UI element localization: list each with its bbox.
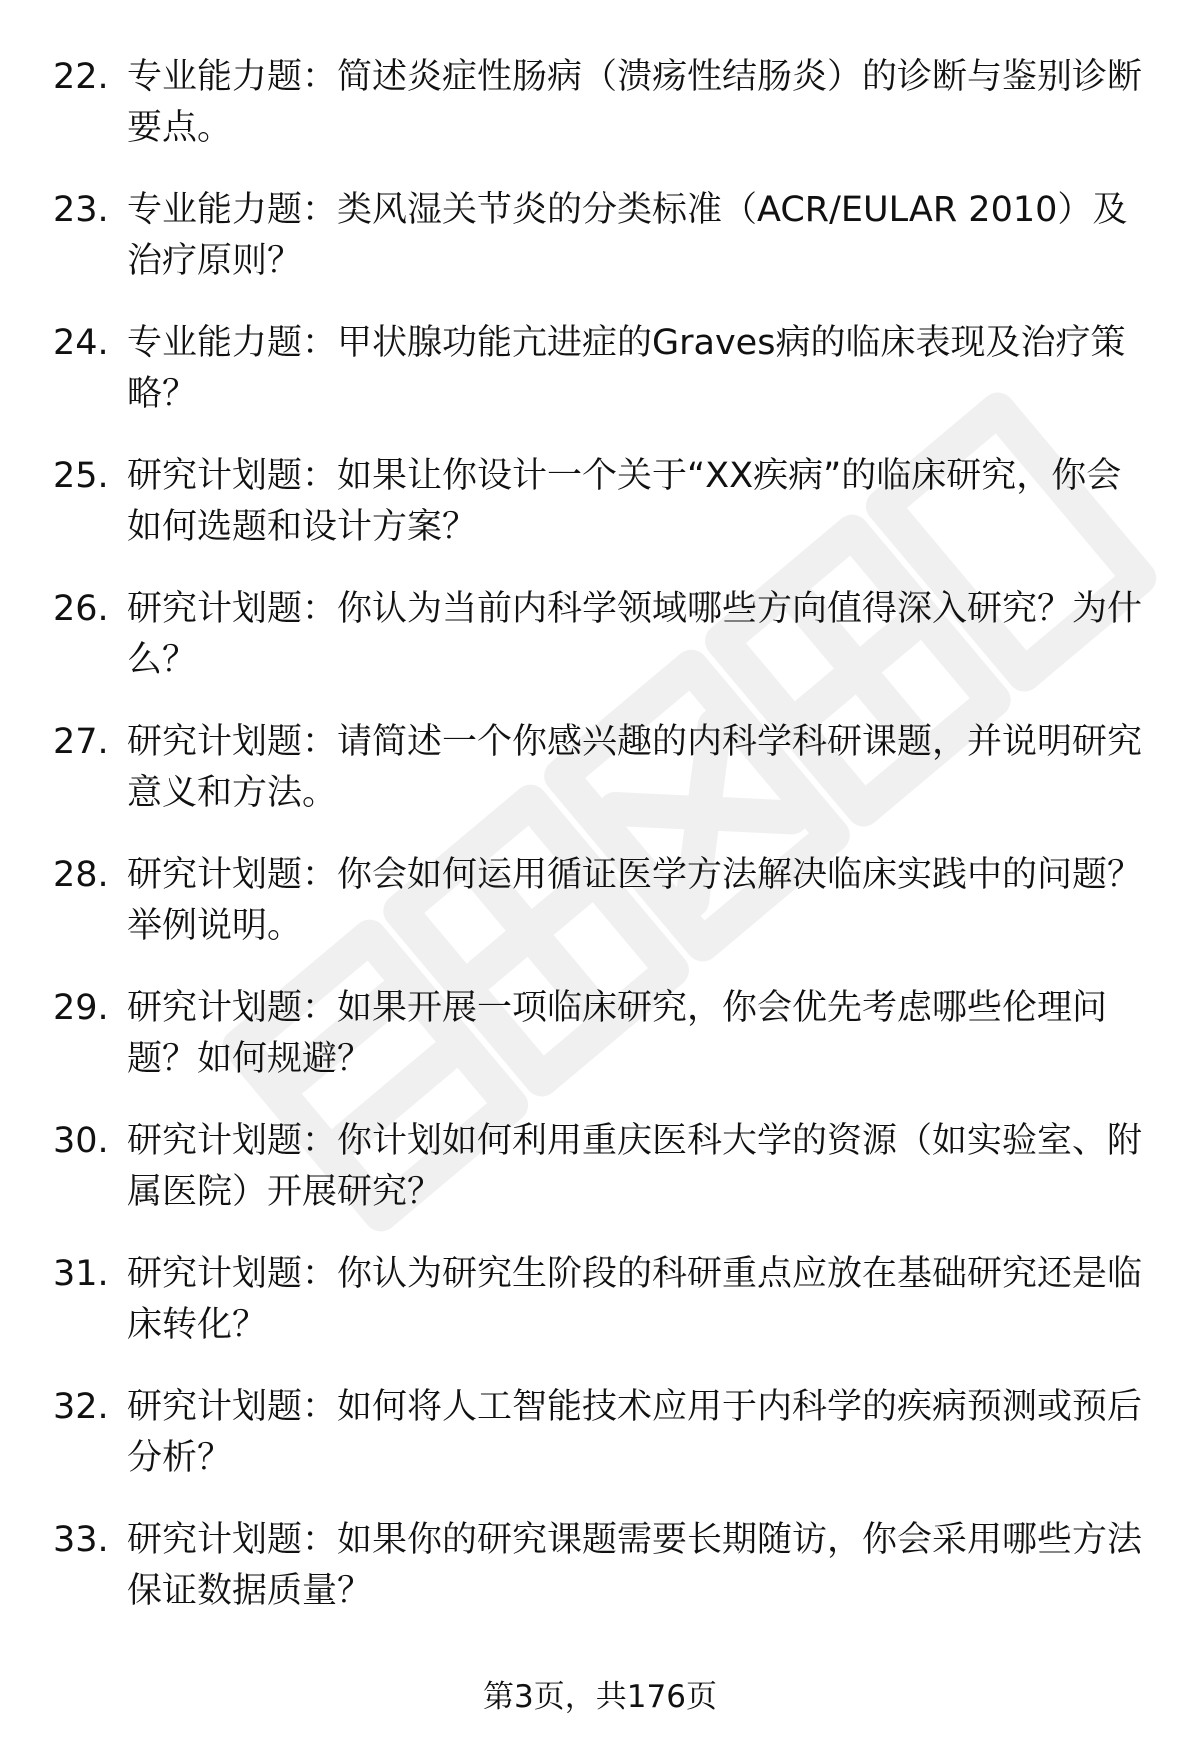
question-item bbox=[0, 1382, 1200, 1515]
question-item bbox=[0, 717, 1200, 850]
question-item bbox=[0, 850, 1200, 983]
question-number: 28. bbox=[53, 855, 109, 895]
question-text: 研究计划题：请简述一个你感兴趣的内科学科研课题，并说明研究意义和方法。 bbox=[127, 722, 1143, 813]
question-item bbox=[0, 1249, 1200, 1382]
question-list bbox=[0, 52, 1200, 1648]
question-item bbox=[0, 983, 1200, 1116]
question-text: 专业能力题：类风湿关节炎的分类标准（ACR/EULAR 2010）及治疗原则？ bbox=[127, 190, 1128, 281]
question-text: 研究计划题：如何将人工智能技术应用于内科学的疾病预测或预后分析？ bbox=[127, 1387, 1143, 1478]
question-text: 研究计划题：你认为研究生阶段的科研重点应放在基础研究还是临床转化？ bbox=[127, 1254, 1143, 1345]
page-number-label: 第3页，共176页 bbox=[483, 1679, 717, 1715]
question-number: 25. bbox=[53, 456, 109, 496]
question-text: 研究计划题：你会如何运用循证医学方法解决临床实践中的问题？举例说明。 bbox=[127, 855, 1143, 946]
question-number: 32. bbox=[53, 1387, 109, 1427]
question-number: 26. bbox=[53, 589, 109, 629]
question-item bbox=[0, 318, 1200, 451]
question-number: 27. bbox=[53, 722, 109, 762]
question-number: 29. bbox=[53, 988, 109, 1028]
question-number: 24. bbox=[53, 323, 109, 363]
question-number: 31. bbox=[53, 1254, 109, 1294]
question-item bbox=[0, 584, 1200, 717]
question-text: 研究计划题：你计划如何利用重庆医科大学的资源（如实验室、附属医院）开展研究？ bbox=[127, 1121, 1143, 1212]
question-number: 23. bbox=[53, 190, 109, 230]
question-text: 专业能力题：简述炎症性肠病（溃疡性结肠炎）的诊断与鉴别诊断要点。 bbox=[127, 57, 1143, 148]
question-text: 研究计划题：如果开展一项临床研究，你会优先考虑哪些伦理问题？如何规避？ bbox=[127, 988, 1108, 1079]
question-text: 研究计划题：你认为当前内科学领域哪些方向值得深入研究？为什么？ bbox=[127, 589, 1143, 680]
question-text: 研究计划题：如果你的研究课题需要长期随访，你会采用哪些方法保证数据质量？ bbox=[127, 1520, 1143, 1611]
question-item bbox=[0, 1116, 1200, 1249]
question-item bbox=[0, 185, 1200, 318]
question-item bbox=[0, 1515, 1200, 1648]
question-item bbox=[0, 451, 1200, 584]
question-text: 专业能力题：甲状腺功能亢进症的Graves病的临床表现及治疗策略？ bbox=[127, 323, 1126, 414]
page-footer bbox=[0, 1677, 1200, 1717]
question-number: 22. bbox=[53, 57, 109, 97]
question-item bbox=[0, 52, 1200, 185]
question-text: 研究计划题：如果让你设计一个关于“XX疾病”的临床研究，你会如何选题和设计方案？ bbox=[127, 456, 1122, 547]
question-number: 30. bbox=[53, 1121, 109, 1161]
question-number: 33. bbox=[53, 1520, 109, 1560]
